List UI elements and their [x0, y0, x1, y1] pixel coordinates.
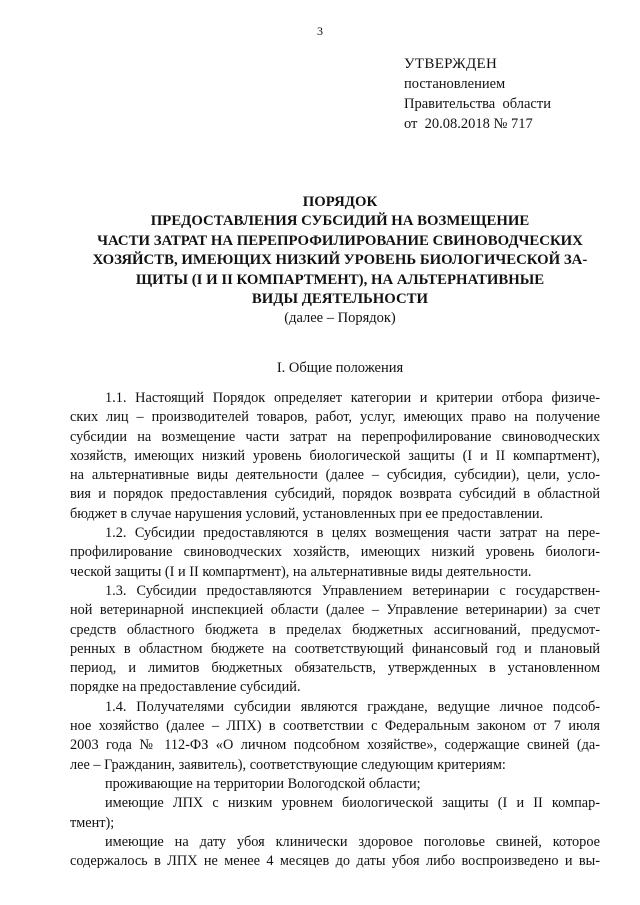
- paragraph-line: имеющие на дату убоя клинически здоровое поголовье свиней, которое: [105, 833, 600, 850]
- document-title: [60, 193, 620, 328]
- paragraph-line: вия и порядок предоставления субсидий, порядок возврата субсидий в областной: [70, 486, 600, 503]
- approval-line: от 20.08.2018 № 717: [404, 116, 533, 132]
- paragraph-line: лее – Гражданин, заявитель), соответствующие следующим критериям:: [70, 756, 506, 773]
- paragraph-line: содержалось в ЛПХ не менее 4 месяцев до даты убоя либо воспроизведено и вы-: [70, 853, 600, 870]
- title-line: ВИДЫ ДЕЯТЕЛЬНОСТИ: [251, 291, 429, 308]
- paragraph-line: имеющие ЛПХ с низким уровнем биологической защиты (I и II компар-: [105, 795, 600, 812]
- paragraph-line: порядке на предоставление субсидий.: [70, 679, 301, 696]
- paragraph-line: субсидии на возмещение части затрат на перепрофилирование свиноводческих: [70, 428, 600, 445]
- title-line: ПОРЯДОК: [302, 194, 378, 210]
- paragraph-line: хозяйств, имеющих низкий уровень биологической защиты (I и II компартмент),: [70, 447, 600, 464]
- title-line: ЧАСТИ ЗАТРАТ НА ПЕРЕПРОФИЛИРОВАНИЕ СВИНОВОДЧЕСКИХ: [97, 232, 583, 249]
- page-number: 3: [317, 24, 323, 38]
- paragraph-line: проживающие на территории Вологодской области;: [105, 775, 421, 792]
- section-heading: I. Общие положения: [276, 360, 404, 376]
- paragraph-line: период, и лимитов бюджетных обязательств, утвержденных в установленном: [70, 660, 600, 677]
- paragraph-line: 1.3. Субсидии предоставляются Управлением ветеринарии с государствен-: [105, 582, 600, 599]
- paragraph-line: на альтернативные виды деятельности (далее – субсидия, субсидии), цели, усло-: [70, 467, 600, 484]
- approval-line: Правительства области: [404, 96, 551, 112]
- approval-block: [404, 54, 551, 134]
- paragraph-line: тмент);: [70, 814, 115, 831]
- paragraph-line: профилирование свиноводческих хозяйств, имеющих низкий уровень биологи-: [70, 544, 600, 561]
- paragraph-line: средств областного бюджета в пределах бюджетных ассигнований, предусмот-: [70, 621, 600, 638]
- paragraph-line: 1.4. Получателями субсидии являются граждане, ведущие личное подсоб-: [105, 698, 600, 715]
- title-line: ПРЕДОСТАВЛЕНИЯ СУБСИДИЙ НА ВОЗМЕЩЕНИЕ: [150, 213, 530, 230]
- approval-title: УТВЕРЖДЕН: [404, 56, 498, 72]
- paragraph-line: 1.2. Субсидии предоставляются в целях возмещения части затрат на пере-: [105, 525, 600, 542]
- paragraph-line: бюджет в случае нарушения условий, установленных при ее предоставлении.: [70, 505, 544, 522]
- paragraph-line: ное хозяйство (далее – ЛПХ) в соответствии с Федеральным законом от 7 июля: [70, 718, 600, 735]
- paragraph-line: 1.1. Настоящий Порядок определяет категории и критерии отбора физиче-: [105, 390, 600, 406]
- document-body: [70, 389, 600, 871]
- paragraph-line: ной ветеринарной инспекцией области (далее – Управление ветеринарии) за счет: [70, 602, 600, 619]
- title-subtitle: (далее – Порядок): [284, 310, 396, 327]
- paragraph-line: ских лиц – производителей товаров, работ, услуг, имеющих право на получение: [70, 409, 600, 426]
- paragraph-line: ческой защиты (I и II компартмент), на альтернативные виды деятельности.: [70, 563, 532, 580]
- title-line: ХОЗЯЙСТВ, ИМЕЮЩИХ НИЗКИЙ УРОВЕНЬ БИОЛОГИЧЕСКОЙ ЗА-: [92, 252, 588, 269]
- title-line: ЩИТЫ (I И II КОМПАРТМЕНТ), НА АЛЬТЕРНАТИВНЫЕ: [135, 271, 545, 288]
- paragraph-line: 2003 года № 112-ФЗ «О личном подсобном хозяйстве», содержащие свиней (да-: [70, 737, 600, 754]
- approval-line: постановлением: [404, 76, 506, 92]
- paragraph-line: ренных в областном бюджете на соответствующий финансовый год и плановый: [70, 640, 600, 657]
